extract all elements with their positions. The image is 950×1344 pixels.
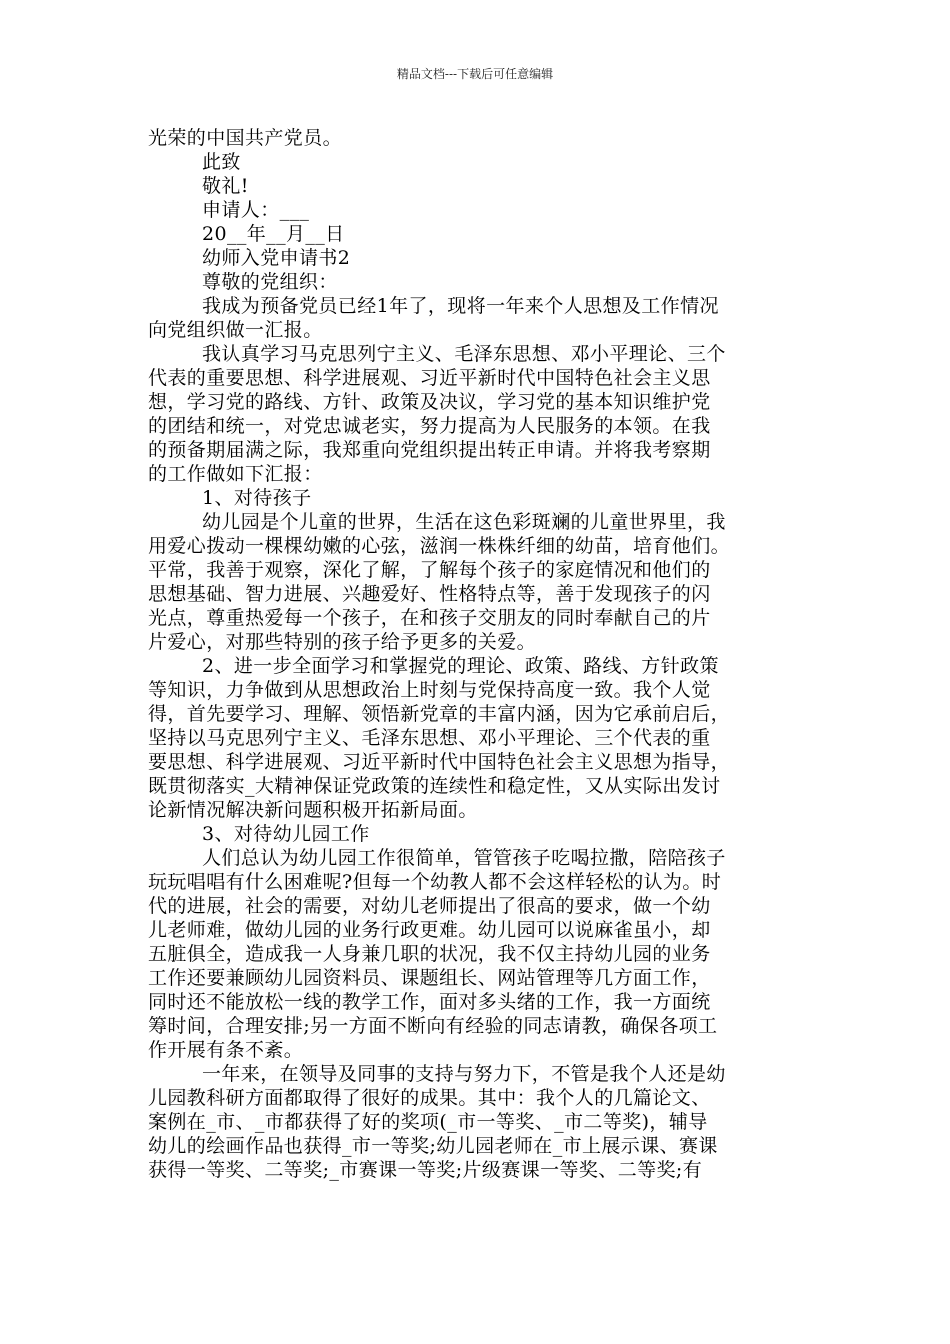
- text-line: 人们总认为幼儿园工作很简单，管管孩子吃喝拉撒，陪陪孩子: [202, 847, 726, 869]
- text-line: 用爱心拨动一棵棵幼嫩的心弦，滋润一株株纤细的幼苗，培育他们。: [148, 535, 731, 557]
- text-line: 幼师入党申请书2: [202, 247, 351, 269]
- text-line: 一年来，在领导及同事的支持与努力下，不管是我个人还是幼: [202, 1063, 726, 1085]
- text-line: 2、进一步全面学习和掌握党的理论、政策、路线、方针政策: [202, 655, 719, 677]
- text-line: 3、对待幼儿园工作: [202, 823, 370, 845]
- text-line: 等知识，力争做到从思想政治上时刻与党保持高度一致。我个人觉: [148, 679, 711, 701]
- text-line: 此致: [202, 151, 241, 173]
- text-line: 我认真学习马克思列宁主义、毛泽东思想、邓小平理论、三个: [202, 343, 726, 365]
- text-line: 申请人：___: [202, 199, 310, 221]
- text-line: 工作还要兼顾幼儿园资料员、课题组长、网站管理等几方面工作，: [148, 967, 711, 989]
- text-line: 的预备期届满之际，我郑重向党组织提出转正申请。并将我考察期: [148, 439, 711, 461]
- page-header: 精品文档---下载后可任意编辑: [396, 67, 554, 81]
- text-line: 得，首先要学习、理解、领悟新党章的丰富内涵，因为它承前启后，: [148, 703, 731, 725]
- text-line: 作开展有条不紊。: [148, 1039, 304, 1061]
- text-line: 筹时间，合理安排;另一方面不断向有经验的同志请教，确保各项工: [148, 1015, 718, 1037]
- document-body: [148, 126, 810, 1182]
- text-line: 既贯彻落实_大精神保证党政策的连续性和稳定性，又从实际出发讨: [148, 775, 721, 797]
- text-line: 论新情况解决新问题积极开拓新局面。: [148, 799, 478, 821]
- text-line: 20__年__月__日: [202, 223, 345, 245]
- text-line: 幼儿园是个儿童的世界，生活在这色彩斑斓的儿童世界里，我: [202, 511, 726, 533]
- text-line: 尊敬的党组织：: [202, 271, 338, 293]
- text-line: 的团结和统一，对党忠诚老实，努力提高为人民服务的本领。在我: [148, 415, 711, 437]
- text-line: 思想基础、智力进展、兴趣爱好、性格特点等，善于发现孩子的闪: [148, 583, 711, 605]
- text-line: 坚持以马克思列宁主义、毛泽东思想、邓小平理论、三个代表的重: [148, 727, 711, 749]
- text-line: 五脏俱全，造成我一人身兼几职的状况，我不仅主持幼儿园的业务: [148, 943, 711, 965]
- text-line: 儿园教科研方面都取得了很好的成果。其中：我个人的几篇论文、: [148, 1087, 711, 1109]
- text-line: 光荣的中国共产党员。: [148, 127, 343, 149]
- text-line: 代的进展，社会的需要，对幼儿老师提出了很高的要求，做一个幼: [148, 895, 711, 917]
- text-line: 的工作做如下汇报：: [148, 463, 323, 485]
- text-line: 案例在_市、_市都获得了好的奖项(_市一等奖、_市二等奖)，辅导: [148, 1111, 708, 1133]
- text-line: 向党组织做一汇报。: [148, 319, 323, 341]
- text-line: 想，学习党的路线、方针、政策及决议，学习党的基本知识维护党: [148, 391, 711, 413]
- text-line: 儿老师难，做幼儿园的业务行政更难。幼儿园可以说麻雀虽小，却: [148, 919, 711, 941]
- text-line: 我成为预备党员已经1年了，现将一年来个人思想及工作情况: [202, 295, 719, 317]
- text-line: 幼儿的绘画作品也获得_市一等奖;幼儿园老师在_市上展示课、赛课: [148, 1135, 718, 1157]
- text-line: 代表的重要思想、科学进展观、习近平新时代中国特色社会主义思: [148, 367, 711, 389]
- text-line: 玩玩唱唱有什么困难呢?但每一个幼教人都不会这样轻松的认为。时: [148, 871, 722, 893]
- text-line: 敬礼!: [202, 175, 249, 197]
- text-line: 1、对待孩子: [202, 487, 312, 509]
- text-line: 平常，我善于观察，深化了解，了解每个孩子的家庭情况和他们的: [148, 559, 711, 581]
- text-line: 同时还不能放松一线的教学工作，面对多头绪的工作，我一方面统: [148, 991, 711, 1013]
- text-line: 获得一等奖、二等奖;_市赛课一等奖;片级赛课一等奖、二等奖;有: [148, 1159, 703, 1181]
- text-line: 片爱心，对那些特别的孩子给予更多的关爱。: [148, 631, 537, 653]
- text-line: 光点，尊重热爱每一个孩子，在和孩子交朋友的同时奉献自己的片: [148, 607, 711, 629]
- text-line: 要思想、科学进展观、习近平新时代中国特色社会主义思想为指导，: [148, 751, 731, 773]
